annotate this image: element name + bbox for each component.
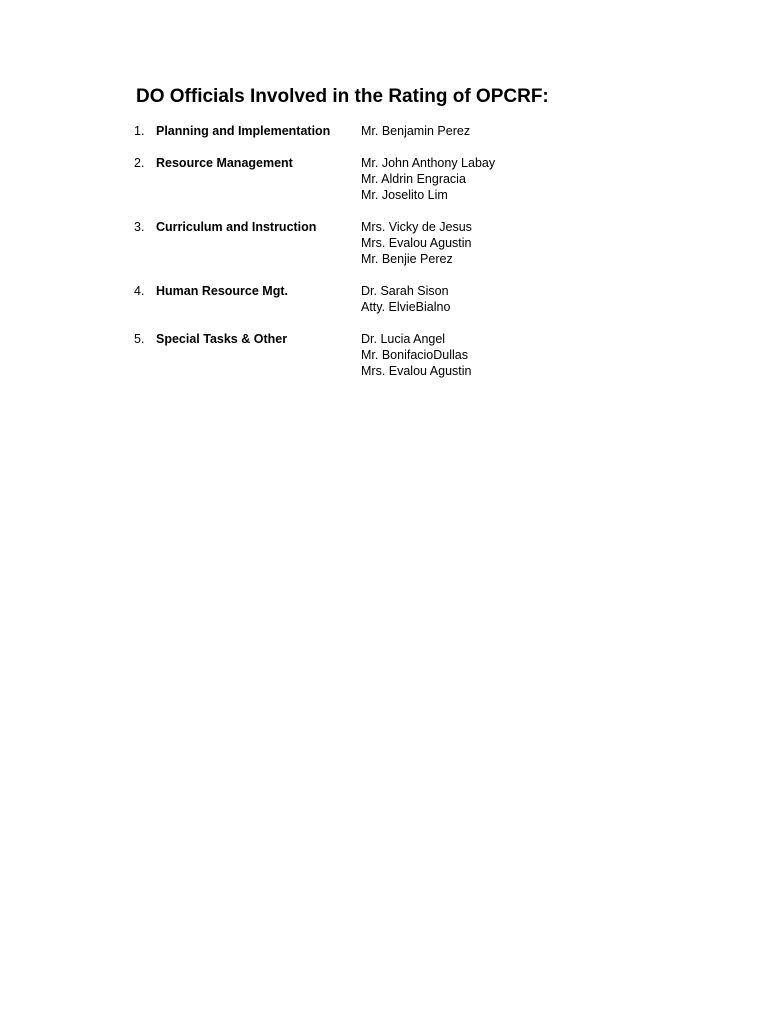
official-name: Mr. Benjamin Perez <box>361 124 471 138</box>
official-name: Mrs. Evalou Agustin <box>361 364 472 378</box>
entry-officials <box>361 219 472 267</box>
official-name: Atty. ElvieBialno <box>361 300 451 314</box>
entry-officials <box>361 123 470 139</box>
entry-area: Resource Management <box>156 156 293 170</box>
entry-number: 3. <box>134 220 145 234</box>
entry-number: 5. <box>134 332 145 346</box>
list-item <box>134 155 694 203</box>
list-item <box>134 123 694 139</box>
officials-list <box>134 123 694 395</box>
entry-number: 2. <box>134 156 145 170</box>
official-name: Mr. Joselito Lim <box>361 188 448 202</box>
official-name: Dr. Lucia Angel <box>361 332 446 346</box>
list-item <box>134 331 694 379</box>
list-item <box>134 283 694 315</box>
entry-officials <box>361 331 471 379</box>
entry-number: 4. <box>134 284 145 298</box>
entry-area: Special Tasks & Other <box>156 332 288 346</box>
entry-officials <box>361 283 450 315</box>
official-name: Mr. Benjie Perez <box>361 252 453 266</box>
entry-area: Curriculum and Instruction <box>156 220 317 234</box>
entry-number: 1. <box>134 124 145 138</box>
official-name: Dr. Sarah Sison <box>361 284 449 298</box>
official-name: Mrs. Evalou Agustin <box>361 236 472 250</box>
official-name: Mr. BonifacioDullas <box>361 348 468 362</box>
list-item <box>134 219 694 267</box>
official-name: Mr. Aldrin Engracia <box>361 172 466 186</box>
document-title: DO Officials Involved in the Rating of OPCRF: <box>136 86 549 107</box>
official-name: Mrs. Vicky de Jesus <box>361 220 472 234</box>
entry-area: Human Resource Mgt. <box>156 284 288 298</box>
entry-officials <box>361 155 495 203</box>
official-name: Mr. John Anthony Labay <box>361 156 496 170</box>
entry-area: Planning and Implementation <box>156 124 331 138</box>
